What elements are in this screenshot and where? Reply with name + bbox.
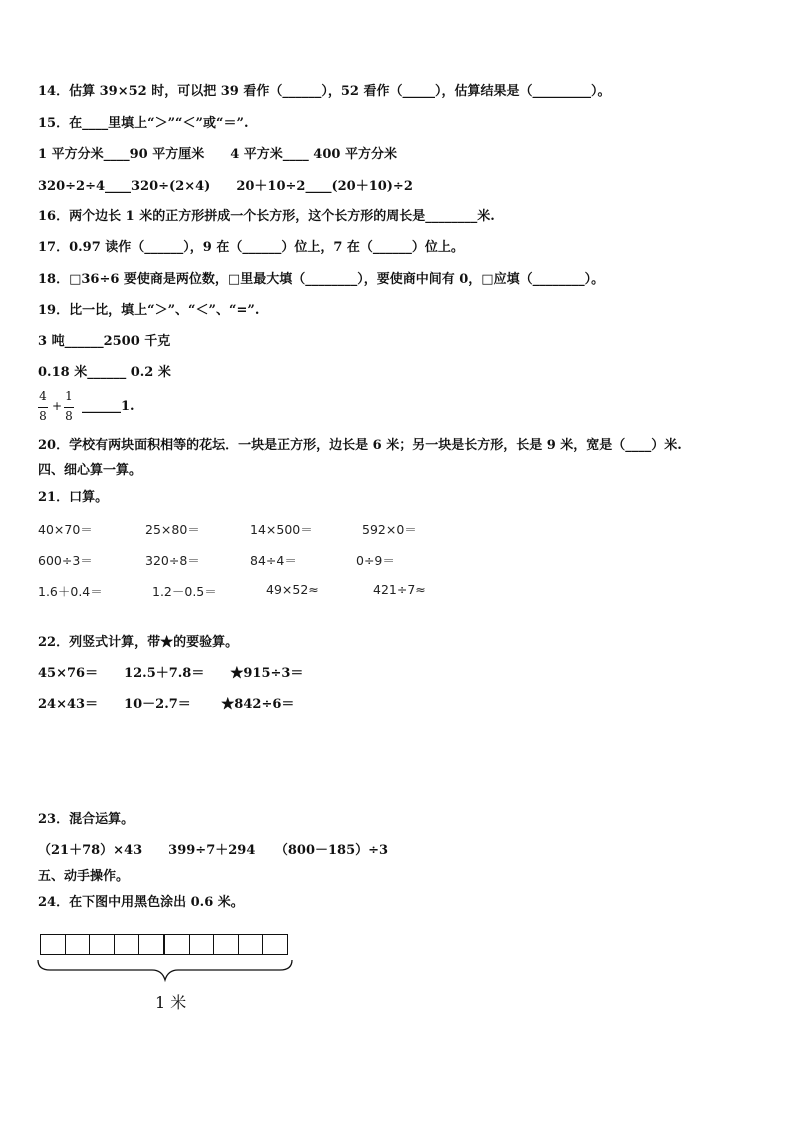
meter-label: 1 米 xyxy=(155,993,187,1012)
question-22-line-1: 45×76＝ 12.5＋7.8＝ ★915÷3＝ xyxy=(38,666,304,681)
question-15-line-2: 320÷2÷4____320÷(2×4) 20＋10÷2____(20＋10)÷2 xyxy=(38,179,413,194)
question-14: 14．估算 39×52 时，可以把 39 看作（______），52 看作（_____），估算结果是（_________）。 xyxy=(38,84,611,99)
question-19: 19．比一比，填上“＞”、“＜”、“=”. xyxy=(38,303,260,318)
strip-cell[interactable] xyxy=(190,935,215,954)
strip-cell[interactable] xyxy=(239,935,264,954)
strip-cell[interactable] xyxy=(66,935,91,954)
question-18: 18．□36÷6 要使商是两位数，□里最大填（________），要使商中间有 0，□应填（________）。 xyxy=(38,272,605,287)
oral-calc-r1-c1: 40×70＝ xyxy=(38,522,93,537)
meter-strip[interactable] xyxy=(40,934,288,955)
oral-calc-r2-c1: 600÷3＝ xyxy=(38,553,93,568)
fraction-1-bar xyxy=(38,407,48,408)
oral-calc-r1-c4: 592×0＝ xyxy=(362,522,417,537)
section-5-heading: 五、动手操作。 xyxy=(38,869,130,884)
question-16: 16．两个边长 1 米的正方形拼成一个长方形，这个长方形的周长是________米. xyxy=(38,209,495,224)
strip-cell[interactable] xyxy=(41,935,66,954)
oral-calc-r2-c3: 84÷4＝ xyxy=(250,553,297,568)
strip-cell[interactable] xyxy=(139,935,165,954)
section-4-heading: 四、细心算一算。 xyxy=(38,463,143,478)
question-22: 22．列竖式计算，带★的要验算。 xyxy=(38,635,239,650)
fraction-2-bar xyxy=(64,407,74,408)
question-23: 23．混合运算。 xyxy=(38,812,135,827)
plus-sign: + xyxy=(52,399,63,413)
strip-cell[interactable] xyxy=(90,935,115,954)
oral-calc-r3-c2: 1.2－0.5＝ xyxy=(152,584,217,599)
strip-cell[interactable] xyxy=(214,935,239,954)
question-21: 21．口算。 xyxy=(38,490,109,505)
question-20: 20．学校有两块面积相等的花坛．一块是正方形，边长是 6 米；另一块是长方形，长是 9 米，宽是（____）米. xyxy=(38,438,682,453)
oral-calc-r3-c4: 421÷7≈ xyxy=(373,582,426,597)
oral-calc-r3-c1: 1.6＋0.4＝ xyxy=(38,584,103,599)
strip-cell[interactable] xyxy=(263,935,287,954)
question-17: 17．0.97 读作（______），9 在（______）位上，7 在（______）位上。 xyxy=(38,240,464,255)
oral-calc-r2-c2: 320÷8＝ xyxy=(145,553,200,568)
fraction-compare-blank: ______1. xyxy=(82,399,135,414)
oral-calc-r1-c2: 25×80＝ xyxy=(145,522,200,537)
question-15: 15．在____里填上“＞”“＜”或“＝”. xyxy=(38,116,249,131)
oral-calc-r1-c3: 14×500＝ xyxy=(250,522,313,537)
question-19-line-2: 0.18 米______ 0.2 米 xyxy=(38,365,171,380)
question-19-line-1: 3 吨______2500 千克 xyxy=(38,334,171,349)
strip-cell[interactable] xyxy=(165,935,190,954)
fraction-1-numerator: 4 xyxy=(39,389,47,403)
fraction-2-denominator: 8 xyxy=(65,409,73,423)
question-15-line-1: 1 平方分米____90 平方厘米 4 平方米____ 400 平方分米 xyxy=(38,147,397,162)
fraction-1-denominator: 8 xyxy=(39,409,47,423)
question-24: 24．在下图中用黑色涂出 0.6 米。 xyxy=(38,895,244,910)
question-22-line-2: 24×43＝ 10－2.7＝ ★842÷6＝ xyxy=(38,697,295,712)
curly-brace xyxy=(36,958,294,988)
fraction-2-numerator: 1 xyxy=(65,389,73,403)
strip-cell[interactable] xyxy=(115,935,140,954)
oral-calc-r2-c4: 0÷9＝ xyxy=(356,553,395,568)
question-23-line-1: （21＋78）×43 399÷7＋294 （800－185）÷3 xyxy=(38,843,389,858)
oral-calc-r3-c3: 49×52≈ xyxy=(266,582,319,597)
